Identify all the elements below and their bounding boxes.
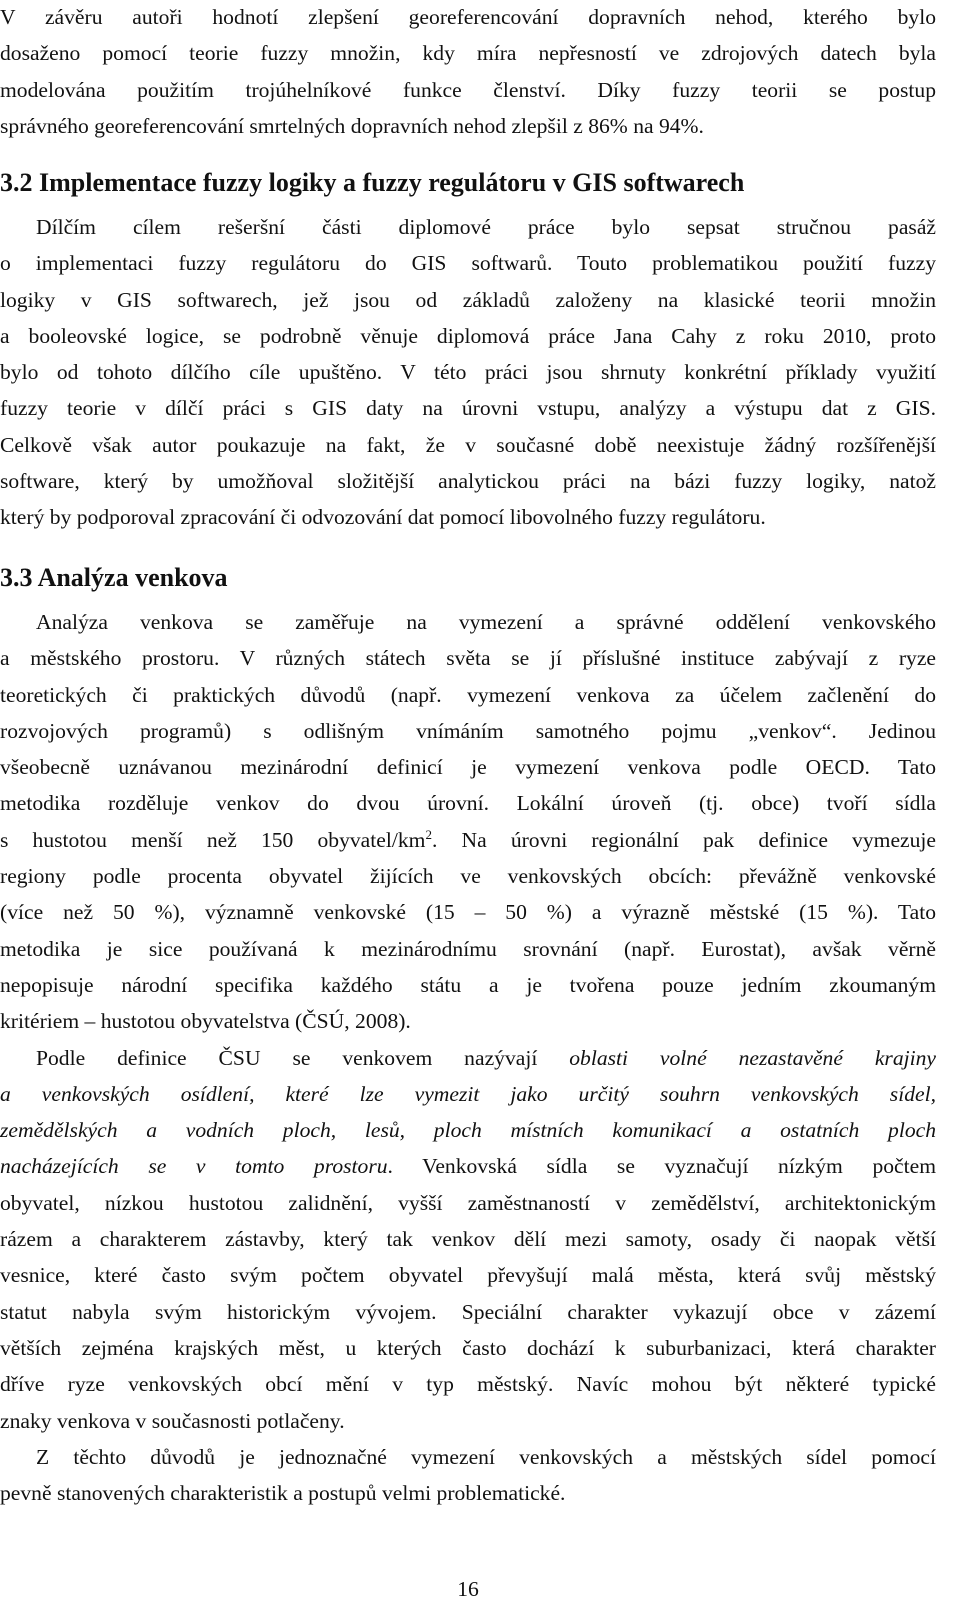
text-span: . Venkovská sídla se vyznačují nízkým počtem bbox=[387, 1154, 937, 1179]
density-line bbox=[0, 822, 936, 858]
text-span: s hustotou menší než 150 obyvatel/km bbox=[0, 827, 426, 852]
intro-paragraph bbox=[0, 0, 936, 144]
text-line: kritériem – hustotou obyvatelstva (ČSÚ, 2008). bbox=[0, 1009, 411, 1034]
italic-line bbox=[0, 1076, 936, 1112]
text-line: fuzzy teorie v dílčí práci s GIS daty na úrovni vstupu, analýzy a výstupu dat z GIS. bbox=[0, 396, 936, 421]
text-line: Dílčím cílem rešeršní části diplomové práce bylo sepsat stručnou pasáž bbox=[36, 215, 936, 239]
text-line: správného georeferencování smrtelných dopravních nehod zlepšil z 86% na 94%. bbox=[0, 113, 704, 138]
text-line: teoretických či praktických důvodů (např. vymezení venkova za účelem začlenění do bbox=[0, 682, 936, 707]
section-heading-3-2: 3.2 Implementace fuzzy logiky a fuzzy regulátoru v GIS softwarech bbox=[0, 168, 745, 197]
text-line: obyvatel, nízkou hustotou zalidnění, vyšší zaměstnaností v zemědělství, architektonickým bbox=[0, 1190, 936, 1215]
text-line: a booleovské logice, se podrobně věnuje diplomová práce Jana Cahy z roku 2010, proto bbox=[0, 323, 936, 348]
text-line: metodika je sice používaná k mezinárodnímu srovnání (např. Eurostat), avšak věrně bbox=[0, 936, 936, 961]
text-span: . Na úrovni regionální pak definice vymezuje bbox=[431, 827, 936, 852]
text-line: Analýza venkova se zaměřuje na vymezení a správné oddělení venkovského bbox=[36, 610, 936, 634]
text-line: modelována použitím trojúhelníkové funkce členství. Díky fuzzy teorii se postup bbox=[0, 77, 936, 102]
superscript: 2 bbox=[425, 826, 432, 842]
text-line: který by podporoval zpracování či odvozování dat pomocí libovolného fuzzy regulátoru. bbox=[0, 505, 766, 530]
text-line: vesnice, které často svým počtem obyvatel převyšují malá města, která svůj městský bbox=[0, 1263, 936, 1288]
text-line: dříve ryze venkovských obcí mění v typ městský. Navíc mohou být některé typické bbox=[0, 1372, 936, 1397]
text-line: metodika rozděluje venkov do dvou úrovní. Lokální úroveň (tj. obce) tvoří sídla bbox=[0, 791, 936, 816]
text-line: Z těchto důvodů je jednoznačné vymezení venkovských a městských sídel pomocí bbox=[36, 1444, 936, 1469]
page-number: 16 bbox=[457, 1577, 479, 1601]
text-line: znaky venkova v současnosti potlačeny. bbox=[0, 1408, 345, 1433]
italic-line bbox=[0, 1112, 936, 1148]
text-line: nepopisuje národní specifika každého státu a je tvořena pouze jedním zkoumaným bbox=[0, 972, 936, 997]
section-3-3-body bbox=[0, 604, 936, 1511]
text-line: Celkově však autor poukazuje na fakt, že v současné době neexistuje žádný rozšířenější bbox=[0, 432, 936, 457]
text-span: Podle definice ČSU se venkovem nazývají bbox=[36, 1045, 570, 1070]
text-line: V závěru autoři hodnotí zlepšení georeferencování dopravních nehod, kterého bylo bbox=[0, 5, 936, 29]
text-line: bylo od tohoto dílčího cíle upuštěno. V této práci jsou shrnuty konkrétní příklady využití bbox=[0, 360, 936, 385]
mixed-line bbox=[0, 1148, 936, 1184]
italic-span: nacházejících se v tomto prostoru bbox=[0, 1154, 388, 1179]
text-line: rázem a charakterem zástavby, který tak venkov dělí mezi samoty, osady či naopak větší bbox=[0, 1227, 936, 1252]
text-line: a městského prostoru. V různých státech světa se jí příslušné instituce zabývají z ryze bbox=[0, 646, 936, 671]
text-line: rozvojových programů) s odlišným vnímáním samotného pojmu „venkov“. Jedinou bbox=[0, 718, 936, 743]
text-line: regiony podle procenta obyvatel žijících ve venkovských obcích: převážně venkovské bbox=[0, 864, 936, 889]
mixed-line bbox=[0, 1040, 936, 1076]
text-line: o implementaci fuzzy regulátoru do GIS softwarů. Touto problematikou použití fuzzy bbox=[0, 251, 936, 276]
text-line: statut nabyla svým historickým vývojem. Speciální charakter vykazují obce v zázemí bbox=[0, 1299, 936, 1324]
text-line: dosaženo pomocí teorie fuzzy množin, kdy míra nepřesností ve zdrojových datech byla bbox=[0, 41, 936, 66]
text-line: větších zejména krajských měst, u kterých často dochází k suburbanizaci, která charakter bbox=[0, 1335, 936, 1360]
text-line: pevně stanovených charakteristik a postupů velmi problematické. bbox=[0, 1481, 566, 1506]
italic-span: oblasti volné nezastavěné krajiny bbox=[569, 1045, 936, 1070]
italic-span: zemědělských a vodních ploch, lesů, ploch místních komunikací a ostatních ploch bbox=[0, 1118, 936, 1143]
text-line: všeobecně uznávanou mezinárodní definicí je vymezení venkova podle OECD. Tato bbox=[0, 755, 936, 780]
text-line: (více než 50 %), významně venkovské (15 – 50 %) a výrazně městské (15 %). Tato bbox=[0, 900, 936, 925]
section-3-2-paragraph bbox=[0, 209, 936, 536]
section-heading-3-3: 3.3 Analýza venkova bbox=[0, 563, 228, 592]
text-line: logiky v GIS softwarech, jež jsou od základů založeny na klasické teorii množin bbox=[0, 287, 936, 312]
text-line: software, který by umožňoval složitější analytickou práci na bázi fuzzy logiky, natož bbox=[0, 469, 936, 494]
italic-span: a venkovských osídlení, které lze vymezit jako určitý souhrn venkovských sídel, bbox=[0, 1081, 936, 1106]
